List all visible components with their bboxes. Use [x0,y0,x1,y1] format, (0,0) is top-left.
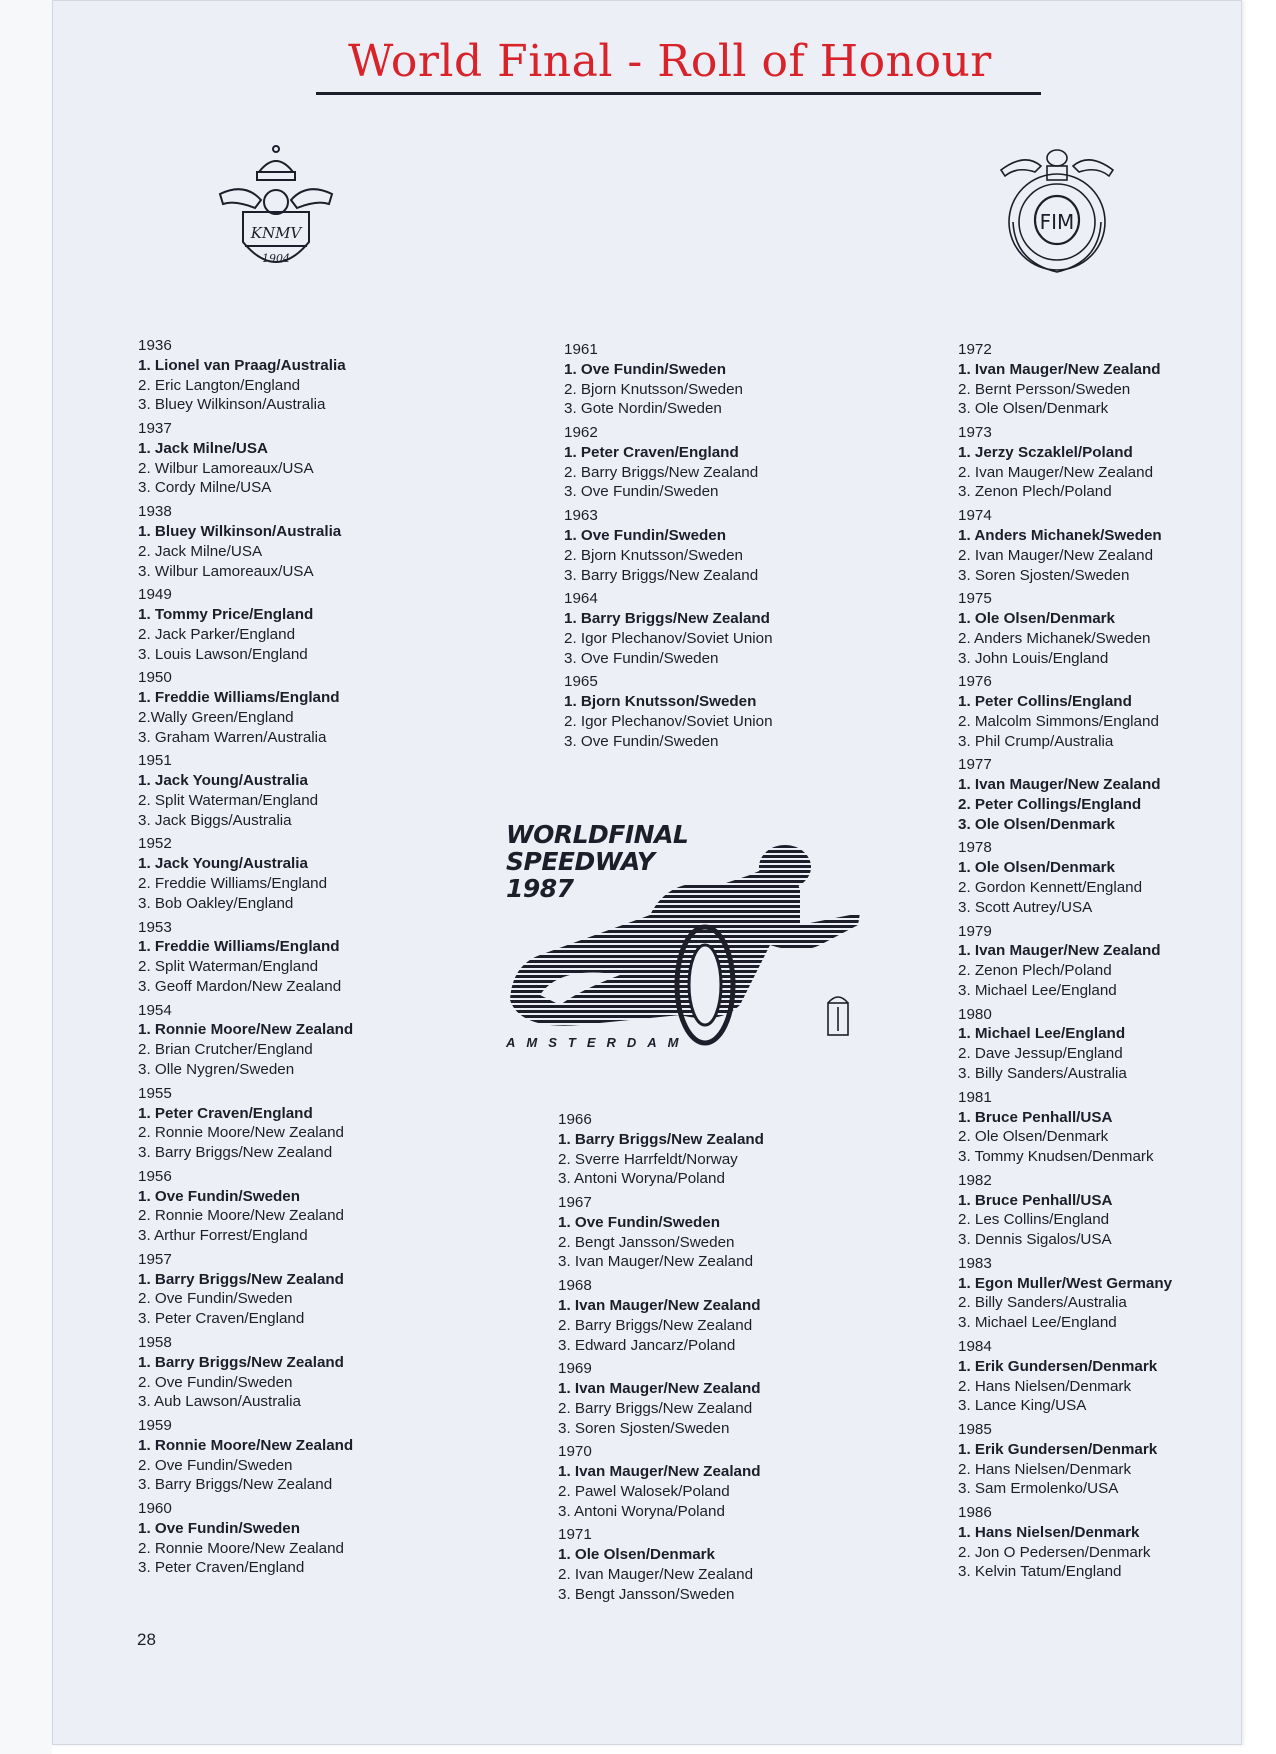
first-place: 1. Ove Fundin/Sweden [564,360,727,378]
third-place: 3. Soren Sjosten/Sweden [958,566,1130,584]
second-place: 2. Jack Parker/England [138,625,296,643]
year: 1981 [958,1088,992,1106]
second-place: 2. Split Waterman/England [138,791,319,809]
year: 1949 [138,586,172,604]
result-entry [958,1503,1258,1582]
year: 1978 [958,839,992,857]
result-entry [558,1193,858,1272]
result-entry [138,502,428,581]
year: 1979 [958,922,992,940]
third-place: 3. Ove Fundin/Sweden [564,649,719,667]
third-place: 3. Lance King/USA [958,1397,1087,1415]
year: 1951 [138,752,172,770]
page-number: 28 [137,1630,156,1649]
third-place: 3. Billy Sanders/Australia [958,1065,1127,1083]
result-entry [958,755,1258,834]
result-entry [958,838,1258,917]
year: 1973 [958,424,992,442]
third-place: 3. Cordy Milne/USA [138,479,272,497]
third-place: 3. Soren Sjosten/Sweden [558,1419,730,1437]
year: 1936 [138,337,172,354]
second-place: 2. Wilbur Lamoreaux/USA [138,459,314,477]
second-place: 2. Bengt Jansson/Sweden [558,1233,735,1251]
worldfinal-speedway-logo [500,815,870,1055]
svg-text:1904: 1904 [262,252,290,265]
third-place: 3. Kelvin Tatum/England [958,1563,1122,1581]
second-place: 2. Hans Nielsen/Denmark [958,1377,1132,1395]
year: 1968 [558,1277,592,1295]
year: 1970 [558,1443,592,1461]
first-place: 1. Barry Briggs/New Zealand [558,1130,764,1148]
first-place: 1. Egon Muller/West Germany [958,1274,1173,1292]
year: 1960 [138,1500,172,1518]
third-place: 3. Ivan Mauger/New Zealand [558,1253,754,1271]
result-entry [564,506,864,585]
first-place: 1. Barry Briggs/New Zealand [564,610,770,628]
third-place: 3. Graham Warren/Australia [138,728,327,746]
knmv-logo [215,142,337,282]
result-entry [138,1084,428,1163]
third-place: 3. Arthur Forrest/England [138,1227,308,1245]
result-entry [958,1337,1258,1416]
second-place: 2. Ove Fundin/Sweden [138,1290,293,1308]
second-place: 2. Pawel Walosek/Poland [558,1482,730,1500]
first-place: 1. Lionel van Praag/Australia [138,356,346,374]
first-place: 1. Bjorn Knutsson/Sweden [564,693,757,711]
second-place: 2. Split Waterman/England [138,958,319,976]
third-place: 3. Ole Olsen/Denmark [958,815,1116,833]
result-entry [958,1088,1258,1167]
first-place: 1. Peter Collins/England [958,693,1132,711]
third-place: 3. Geoff Mardon/New Zealand [138,977,342,995]
year: 1984 [958,1337,992,1355]
svg-text:KNMV: KNMV [250,224,302,242]
first-place: 1. Erik Gundersen/Denmark [958,1440,1158,1458]
result-entry [558,1110,858,1189]
third-place: 3. Zenon Plech/Poland [958,483,1112,501]
first-place: 1. Ove Fundin/Sweden [138,1187,301,1205]
second-place: 2. Barry Briggs/New Zealand [564,463,759,481]
result-entry [564,589,864,668]
results-column-2-bottom [558,1110,858,1608]
year: 1985 [958,1421,992,1439]
first-place: 1. Ole Olsen/Denmark [558,1546,716,1564]
result-entry [564,340,864,419]
third-place: 3. Gote Nordin/Sweden [564,400,722,418]
result-entry [138,751,428,830]
first-place: 1. Jerzy Sczaklel/Poland [958,443,1133,461]
first-place: 1. Erik Gundersen/Denmark [958,1357,1158,1375]
result-entry [958,922,1258,1001]
second-place: 2. Gordon Kennett/England [958,879,1143,897]
third-place: 3. Ove Fundin/Sweden [564,732,719,750]
year: 1965 [564,673,598,691]
second-place: 2. Ove Fundin/Sweden [138,1456,293,1474]
result-entry [558,1276,858,1355]
first-place: 1. Freddie Williams/England [138,938,340,956]
first-place: 1. Ove Fundin/Sweden [564,526,727,544]
result-entry [558,1442,858,1521]
svg-text:FIM: FIM [1039,210,1075,234]
third-place: 3. Dennis Sigalos/USA [958,1231,1112,1249]
third-place: 3. Michael Lee/England [958,981,1117,999]
first-place: 1. Ivan Mauger/New Zealand [558,1380,761,1398]
third-place: 3. Barry Briggs/New Zealand [564,566,759,584]
first-place: 1. Michael Lee/England [958,1025,1126,1043]
result-entry [138,1001,428,1080]
first-place: 1. Peter Craven/England [138,1104,313,1122]
first-place: 1. Jack Young/Australia [138,772,308,790]
year: 1986 [958,1504,992,1522]
third-place: 3. Antoni Woryna/Poland [558,1170,725,1188]
third-place: 3. John Louis/England [958,649,1109,667]
third-place: 3. Peter Craven/England [138,1310,305,1328]
year: 1956 [138,1167,172,1185]
year: 1953 [138,918,172,936]
second-place: 2.Wally Green/England [138,708,294,726]
second-place: 2. Sverre Harrfeldt/Norway [558,1150,738,1168]
result-entry [958,589,1258,668]
first-place: 1. Bluey Wilkinson/Australia [138,522,342,540]
second-place: 2. Bjorn Knutsson/Sweden [564,380,743,398]
third-place: 3. Louis Lawson/England [138,645,308,663]
second-place: 2. Les Collins/England [958,1211,1110,1229]
second-place: 2. Igor Plechanov/Soviet Union [564,629,773,647]
result-entry [958,1005,1258,1084]
third-place: 3. Ove Fundin/Sweden [564,483,719,501]
result-entry [558,1359,858,1438]
third-place: 3. Tommy Knudsen/Denmark [958,1148,1154,1166]
year: 1959 [138,1417,172,1435]
year: 1938 [138,503,172,521]
third-place: 3. Michael Lee/England [958,1314,1117,1332]
logo-line-3: 1987 [506,874,574,903]
year: 1975 [958,590,992,608]
second-place: 2. Malcolm Simmons/England [958,712,1159,730]
first-place: 1. Hans Nielsen/Denmark [958,1523,1140,1541]
first-place: 1. Ove Fundin/Sweden [138,1519,301,1537]
results-column-1 [138,336,428,1582]
second-place: 2. Igor Plechanov/Soviet Union [564,712,773,730]
result-entry [564,672,864,751]
result-entry [138,1499,428,1578]
year: 1963 [564,507,598,525]
result-entry [138,336,428,415]
second-place: 2. Ronnie Moore/New Zealand [138,1124,344,1142]
logo-line-1: WORLDFINAL [506,820,689,849]
year: 1969 [558,1360,592,1378]
first-place: 1. Freddie Williams/England [138,689,340,707]
third-place: 3. Aub Lawson/Australia [138,1393,301,1411]
first-place: 1. Ole Olsen/Denmark [958,610,1116,628]
second-place: 2. Ivan Mauger/New Zealand [558,1565,754,1583]
result-entry [138,419,428,498]
first-place: 1. Ole Olsen/Denmark [958,859,1116,877]
second-place: 2. Billy Sanders/Australia [958,1294,1127,1312]
year: 1937 [138,420,172,438]
year: 1964 [564,590,598,608]
result-entry [138,1333,428,1412]
second-place: 2. Anders Michanek/Sweden [958,629,1151,647]
year: 1983 [958,1254,992,1272]
second-place: 2. Brian Crutcher/England [138,1041,313,1059]
year: 1955 [138,1084,172,1102]
page-title: World Final - Roll of Honour [348,36,992,87]
first-place: 1. Ivan Mauger/New Zealand [958,942,1161,960]
year: 1950 [138,669,172,687]
first-place: 1. Bruce Penhall/USA [958,1191,1113,1209]
year: 1972 [958,341,992,358]
second-place: 2. Ronnie Moore/New Zealand [138,1539,344,1557]
second-place: 2. Jon O Pedersen/Denmark [958,1543,1151,1561]
second-place: 2. Freddie Williams/England [138,875,328,893]
second-place: 2. Hans Nielsen/Denmark [958,1460,1132,1478]
result-entry [958,423,1258,502]
first-place: 1. Barry Briggs/New Zealand [138,1270,344,1288]
second-place: 2. Ole Olsen/Denmark [958,1128,1109,1146]
first-place: 1. Barry Briggs/New Zealand [138,1353,344,1371]
third-place: 3. Antoni Woryna/Poland [558,1502,725,1520]
first-place: 1. Ivan Mauger/New Zealand [558,1463,761,1481]
year: 1952 [138,835,172,853]
result-entry [138,834,428,913]
result-entry [558,1525,858,1604]
third-place: 3. Wilbur Lamoreaux/USA [138,562,314,580]
logo-city: AMSTERDAM [506,1035,690,1050]
third-place: 3. Scott Autrey/USA [958,898,1093,916]
first-place: 1. Ivan Mauger/New Zealand [958,776,1161,794]
year: 1974 [958,507,992,525]
first-place: 1. Bruce Penhall/USA [958,1108,1113,1126]
first-place: 1. Peter Craven/England [564,443,739,461]
first-place: 1. Jack Young/Australia [138,855,308,873]
title-underline [316,92,1041,95]
second-place: 2. Zenon Plech/Poland [958,962,1112,980]
third-place: 3. Peter Craven/England [138,1559,305,1577]
result-entry [564,423,864,502]
results-column-3 [958,340,1258,1586]
first-place: 1. Ronnie Moore/New Zealand [138,1021,354,1039]
results-column-2-top [564,340,864,755]
second-place: 2. Barry Briggs/New Zealand [558,1399,753,1417]
third-place: 3. Jack Biggs/Australia [138,811,292,829]
second-place: 2. Ronnie Moore/New Zealand [138,1207,344,1225]
second-place: 2. Eric Langton/England [138,376,301,394]
result-entry [138,1167,428,1246]
result-entry [958,506,1258,585]
third-place: 3. Phil Crump/Australia [958,732,1114,750]
result-entry [138,668,428,747]
second-place: 2. Peter Collings/England [958,795,1142,813]
third-place: 3. Sam Ermolenko/USA [958,1480,1119,1498]
first-place: 1. Tommy Price/England [138,606,314,624]
first-place: 1. Ivan Mauger/New Zealand [958,360,1161,378]
result-entry [958,340,1258,419]
third-place: 3. Barry Briggs/New Zealand [138,1144,333,1162]
year: 1966 [558,1111,592,1128]
result-entry [958,1254,1258,1333]
year: 1957 [138,1250,172,1268]
year: 1980 [958,1005,992,1023]
speedway-rider-illustration [500,815,870,1055]
second-place: 2. Ivan Mauger/New Zealand [958,463,1154,481]
year: 1954 [138,1001,172,1019]
first-place: 1. Ronnie Moore/New Zealand [138,1436,354,1454]
result-entry [958,1171,1258,1250]
third-place: 3. Bluey Wilkinson/Australia [138,396,326,414]
second-place: 2. Bernt Persson/Sweden [958,380,1131,398]
page-edge [0,0,52,1754]
third-place: 3. Ole Olsen/Denmark [958,400,1109,418]
result-entry [138,585,428,664]
third-place: 3. Bob Oakley/England [138,894,294,912]
result-entry [958,672,1258,751]
result-entry [958,1420,1258,1499]
year: 1982 [958,1171,992,1189]
second-place: 2. Ivan Mauger/New Zealand [958,546,1154,564]
third-place: 3. Bengt Jansson/Sweden [558,1585,735,1603]
year: 1977 [958,756,992,774]
third-place: 3. Edward Jancarz/Poland [558,1336,736,1354]
result-entry [138,918,428,997]
year: 1967 [558,1194,592,1212]
result-entry [138,1250,428,1329]
third-place: 3. Olle Nygren/Sweden [138,1061,295,1079]
logo-line-2: SPEEDWAY [506,847,655,876]
year: 1971 [558,1526,592,1544]
first-place: 1. Anders Michanek/Sweden [958,526,1162,544]
result-entry [138,1416,428,1495]
third-place: 3. Barry Briggs/New Zealand [138,1476,333,1494]
first-place: 1. Jack Milne/USA [138,439,268,457]
second-place: 2. Jack Milne/USA [138,542,263,560]
fim-logo [995,142,1119,292]
year: 1962 [564,424,598,442]
second-place: 2. Dave Jessup/England [958,1045,1123,1063]
second-place: 2. Barry Briggs/New Zealand [558,1316,753,1334]
second-place: 2. Bjorn Knutsson/Sweden [564,546,743,564]
second-place: 2. Ove Fundin/Sweden [138,1373,293,1391]
year: 1961 [564,341,598,358]
first-place: 1. Ove Fundin/Sweden [558,1213,721,1231]
year: 1958 [138,1333,172,1351]
first-place: 1. Ivan Mauger/New Zealand [558,1296,761,1314]
year: 1976 [958,673,992,691]
